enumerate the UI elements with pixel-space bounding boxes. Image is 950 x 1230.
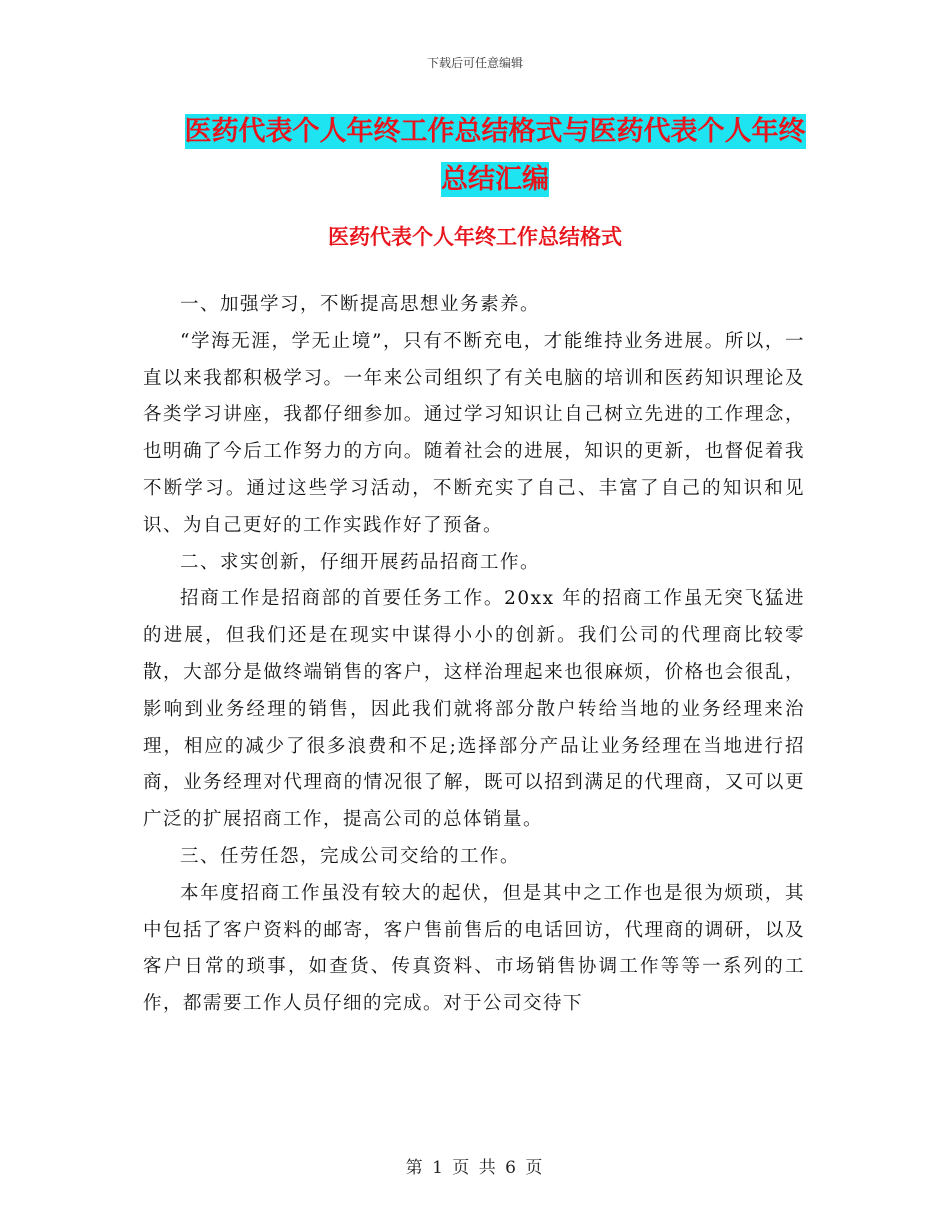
title-line-1: 医药代表个人年终工作总结格式与医药代表个人年终 — [184, 116, 806, 147]
section-title: 医药代表个人年终工作总结格式 — [328, 225, 622, 249]
paragraph-heading-3: 三、任劳任怨，完成公司交给的工作。 — [180, 845, 521, 867]
paragraph: “学海无涯，学无止境”，只有不断充电，才能维持业务进展。所以，一直以来我都积极学习。一年来公司组织了有关电脑的培训和医药知识理论及各类学习讲座，我都仔细参加。通过学习知识让自己树立先进的工作理念，也明确了今后工作努力的方向。随着社会的进展，知识的更新，也督促着我不断学习。通过这些学习活动，不断充实了自己、丰富了自己的知识和见识、为自己更好的工作实践作好了预备。 — [143, 330, 805, 536]
paragraph: 招商工作是招商部的首要任务工作。20xx 年的招商工作虽无突飞猛进的进展，但我们还是在现实中谋得小小的创新。我们公司的代理商比较零散，大部分是做终端销售的客户，这样治理起来也很麻烦，价格也会很乱，影响到业务经理的销售，因此我们就将部分散户转给当地的业务经理来治理，相应的减少了很多浪费和不足;选择部分产品让业务经理在当地进行招商，业务经理对代理商的情况很了解，既可以招到满足的代理商，又可以更广泛的扩展招商工作，提高公司的总体销量。 — [143, 588, 805, 831]
paragraph-heading-2: 二、求实创新，仔细开展药品招商工作。 — [180, 551, 541, 573]
title-line-2: 总结汇编 — [441, 164, 549, 195]
paragraph: 本年度招商工作虽没有较大的起伏，但是其中之工作也是很为烦琐，其中包括了客户资料的邮寄，客户售前售后的电话回访，代理商的调研，以及客户日常的琐事，如查货、传真资料、市场销售协调工作等等一系列的工作，都需要工作人员仔细的完成。对于公司交待下 — [143, 882, 805, 1015]
page-number: 第 1 页 共 6 页 — [405, 1158, 545, 1178]
document-title — [150, 108, 840, 204]
paragraph-heading-1: 一、加强学习，不断提高思想业务素养。 — [180, 294, 541, 315]
document-body — [143, 287, 805, 1023]
header-note: 下载后可任意编辑 — [426, 56, 523, 70]
